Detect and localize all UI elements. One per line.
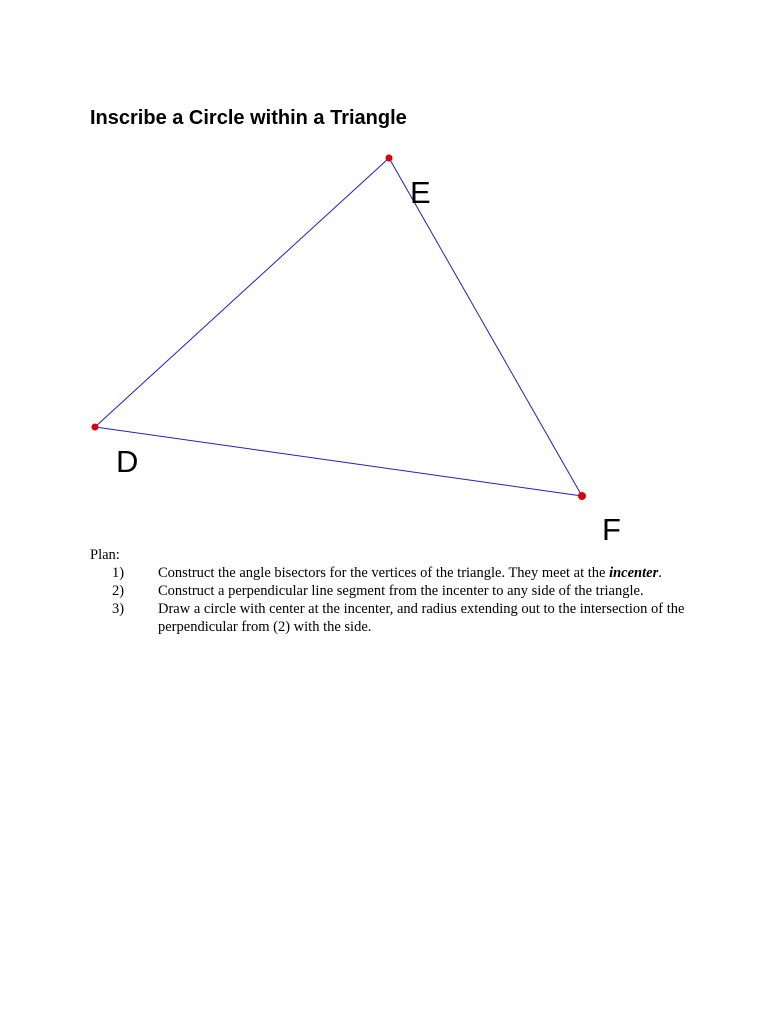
step-text: Construct a perpendicular line segment from the incenter to any side of the triangle. [158, 583, 644, 599]
step-text: Construct the angle bisectors for the vertices of the triangle. They meet at the [158, 565, 610, 581]
step-text-end: . [658, 565, 662, 581]
vertex-label-d: D [116, 444, 139, 479]
plan-step-2 [90, 582, 690, 600]
step-text: Draw a circle with center at the incenter, and radius extending out to the intersection of the perpendicular from (2) with the side. [158, 601, 685, 635]
step-number: 2) [112, 583, 125, 599]
edge-df [95, 427, 582, 496]
page-title: Inscribe a Circle within a Triangle [90, 107, 407, 129]
vertex-label-f: F [602, 512, 621, 547]
vertex-point-d [92, 424, 99, 431]
vertex-point-e [386, 155, 393, 162]
plan-step-3 [90, 600, 690, 636]
step-number: 1) [112, 565, 125, 581]
vertex-label-e: E [410, 175, 431, 210]
plan-section [90, 546, 690, 636]
plan-step-1 [90, 564, 690, 582]
incenter-term: incenter [609, 565, 659, 581]
step-number: 3) [112, 601, 125, 617]
plan-heading: Plan: [90, 547, 120, 563]
vertex-point-f [578, 492, 586, 500]
edge-de [95, 158, 389, 427]
